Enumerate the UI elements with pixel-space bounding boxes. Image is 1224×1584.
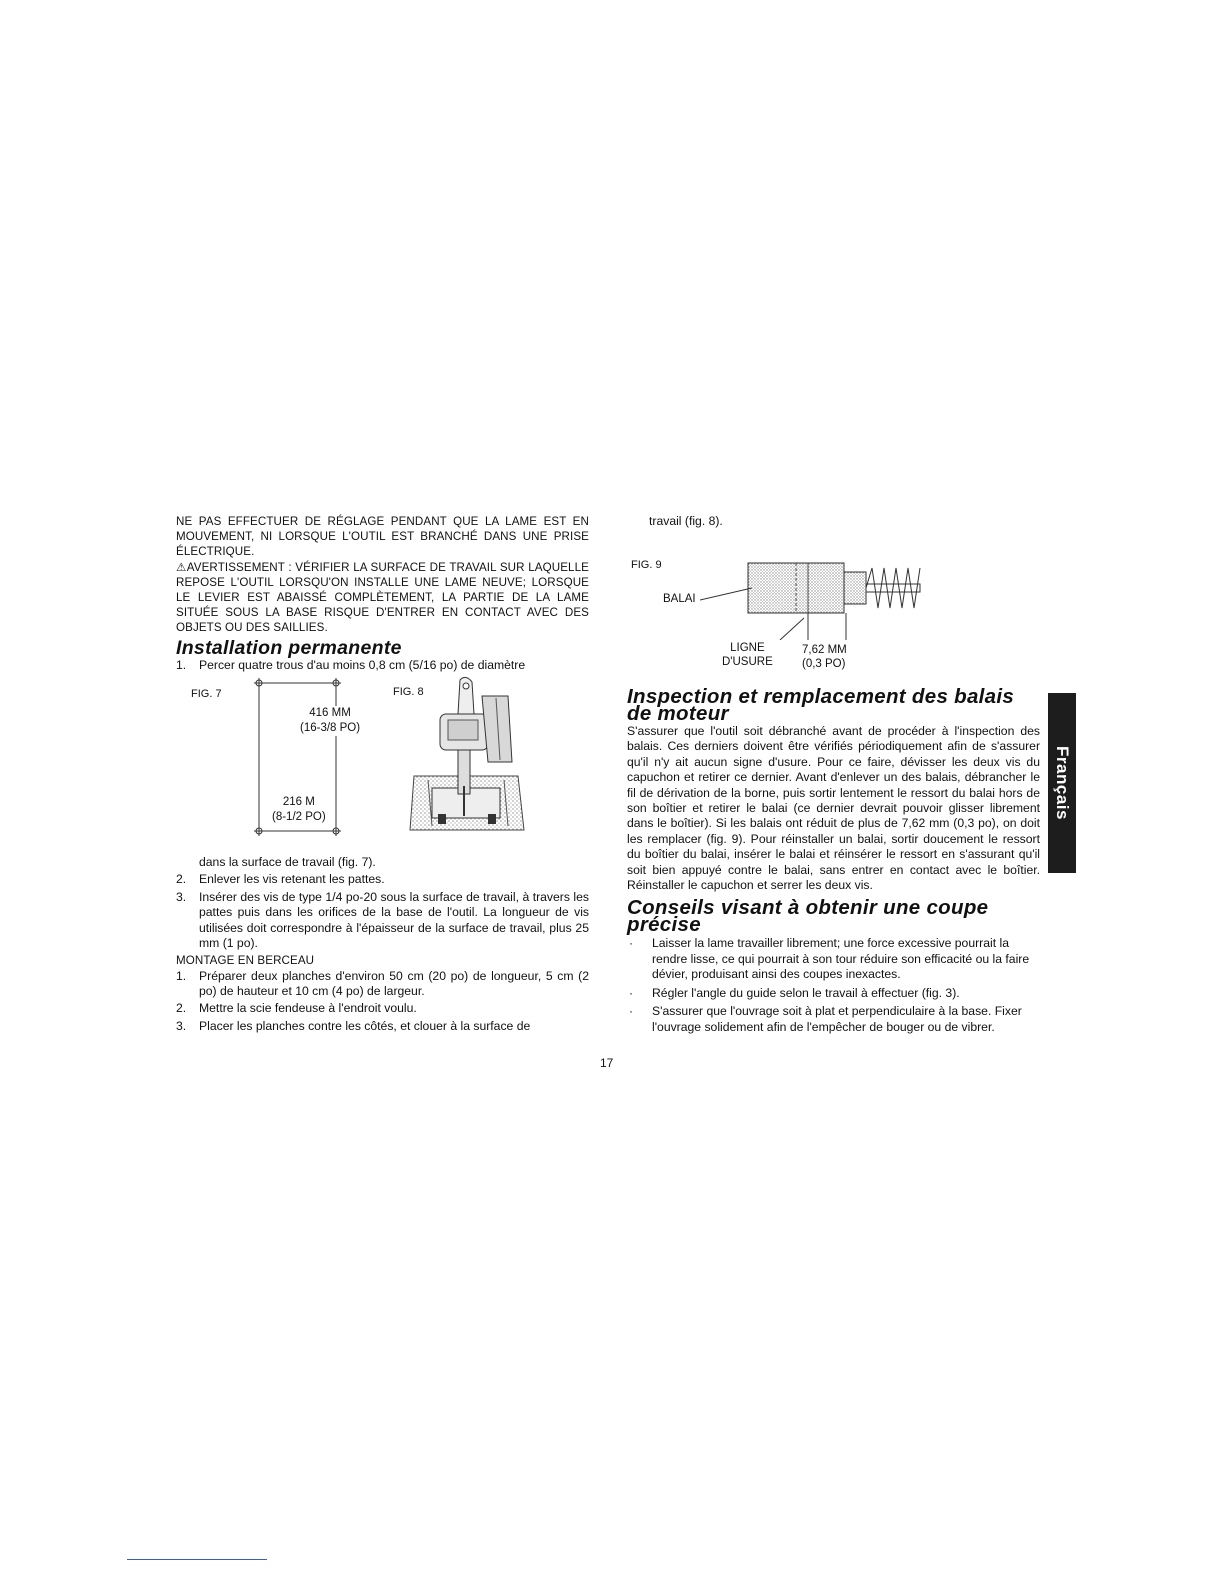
fig9-dimension-label: 7,62 MM (0,3 PO) bbox=[802, 644, 847, 670]
heading-installation-permanente: Installation permanente bbox=[176, 636, 402, 659]
fig8-saw-illustration bbox=[408, 676, 526, 836]
left-column bbox=[176, 514, 589, 675]
fig9-balai-label: BALAI bbox=[663, 593, 696, 605]
heading-conseils-coupe: Conseils visant à obtenir une coupe précise bbox=[627, 896, 989, 937]
fig7-dim-long: 416 MM (16-3/8 PO) bbox=[300, 707, 361, 734]
install-step-2: 2. Enlever les vis retenant les pattes. bbox=[176, 872, 385, 887]
travail-continued: travail (fig. 8). bbox=[649, 514, 723, 528]
install-step-1-cont: dans la surface de travail (fig. 7). bbox=[199, 855, 376, 869]
language-tab-label: Français bbox=[1053, 746, 1072, 820]
footer-rule bbox=[127, 1559, 267, 1560]
fig7-dim-short: 216 M (8-1/2 PO) bbox=[272, 796, 326, 823]
language-tab bbox=[1048, 693, 1076, 873]
cradle-step-1: 1. Préparer deux planches d'environ 50 cm (20 po) de longueur, 5 cm (2 po) de hauteur et 10 cm (4 po) de largeur. bbox=[176, 968, 589, 999]
cradle-step-3: 3. Placer les planches contre les côtés, et clouer à la surface de bbox=[176, 1018, 531, 1033]
inspection-paragraph: S'assurer que l'outil soit débranché avant de procéder à l'inspection des balais. Ces derniers doivent être vérifiés périodiquement afin de s'assurer qu'il n'y ait aucun signe d'usure. Pour ce faire, dévisser les deux vis du capuchon et retirer ce dernier. Avant d'enlever un des balais, débrancher le fil de dérivation de la borne, puis sortir lentement le ressort du balai hors de son boîtier et retirer le balai (ce dernier devrait pouvoir glisser librement dans le boîtier). Si les balais ont réduit de plus de 7,62 mm (0,3 po), on doit les remplacer (fig. 9). Pour réinstaller un balai, sortir doucement le ressort du boîtier du balai, insérer le balai et réinsérer le ressort en s'assurant qu'il soit bien appuyé contre le balai, sans entrer en contact avec le boîtier. Réinstaller le capuchon et serrer les deux vis. bbox=[627, 724, 1040, 893]
fig9-wear-line-label: LIGNE D'USURE bbox=[722, 642, 773, 668]
page-number: 17 bbox=[600, 1056, 614, 1070]
fig8-label: FIG. 8 bbox=[393, 686, 424, 698]
cradle-heading: MONTAGE EN BERCEAU bbox=[176, 954, 315, 968]
warning-triangle-icon: ⚠ bbox=[176, 560, 187, 574]
left-column-continued bbox=[176, 855, 589, 1036]
fig7-label: FIG. 7 bbox=[191, 688, 222, 700]
heading-inspection-balais: Inspection et remplacement des balais de moteur bbox=[627, 685, 1015, 725]
fig9-label: FIG. 9 bbox=[631, 559, 662, 571]
cradle-step-2: 2. Mettre la scie fendeuse à l'endroit voulu. bbox=[176, 1001, 417, 1016]
tip-item-3: · S'assurer que l'ouvrage soit à plat et perpendiculaire à la base. Fixer l'ouvrage solidement afin de l'empêcher de bouger ou de vibrer. bbox=[629, 1004, 1022, 1034]
install-step-3: 3. Insérer des vis de type 1/4 po-20 sous la surface de travail, à travers les pattes puis dans les orifices de la base de l'outil. La longueur de vis utilisées doit correspondre à l'épaisseur de la surface de travail, plus 25 mm (1 po). bbox=[176, 889, 589, 951]
fig9-brush-diagram bbox=[700, 560, 930, 640]
tip-item-2: · Régler l'angle du guide selon le travail à effectuer (fig. 3). bbox=[629, 985, 960, 1000]
warning-caps-1: NE PAS EFFECTUER DE RÉGLAGE PENDANT QUE LA LAME EST EN MOUVEMENT, NI LORSQUE L'OUTIL EST BRANCHÉ DANS UNE PRISE ÉLECTRIQUE. bbox=[176, 515, 589, 559]
tip-item-1: · Laisser la lame travailler librement; une force excessive pourrait la rendre lisse, ce qui pourrait à son tour réduire son efficacité ou la faire dévier, produisant ainsi des coupes inexactes. bbox=[629, 936, 1030, 982]
warning-caps-2: ⚠AVERTISSEMENT : VÉRIFIER LA SURFACE DE TRAVAIL SUR LAQUELLE REPOSE L'OUTIL LORSQU'ON INSTALLE UNE LAME NEUVE; LORSQUE LE LEVIER EST ABAISSÉ COMPLÈTEMENT, LA PARTIE DE LA LAME SITUÉE SOUS LA BASE RISQUE D'ENTRER EN CONTACT AVEC DES OBJETS OU DES SAILLIES. bbox=[176, 560, 589, 635]
install-step-1: 1. Percer quatre trous d'au moins 0,8 cm (5/16 po) de diamètre bbox=[176, 657, 526, 672]
right-column bbox=[627, 685, 1040, 1038]
